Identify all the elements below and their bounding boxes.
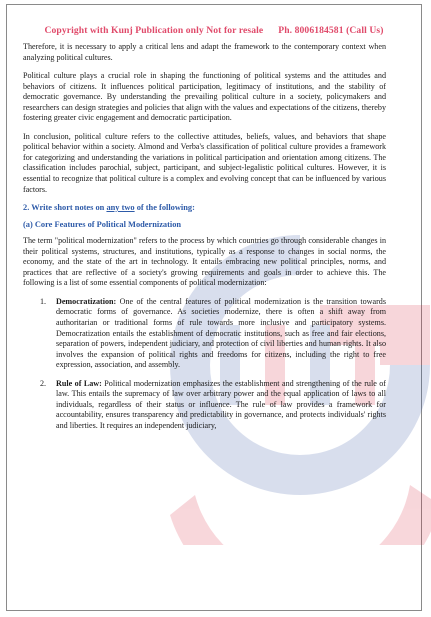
list-term: Democratization: bbox=[56, 296, 117, 306]
list-term: Rule of Law: bbox=[56, 378, 102, 388]
list-text: Political modernization emphasizes the establishment and strengthening of the rule of law. This entails the supremacy of law over arbitrary power and the equal application of laws to all individuals, regardless of their status or influence. The rule of law provides a framework for accountability, ensures transparency and predictability in governance, and protects individuals' rights and liberties. It requires an independent judiciary, bbox=[56, 378, 387, 430]
list-text: One of the central features of political modernization is the transition towards democratic forms of governance. As societies modernize, there is often a shift away from authoritarian or traditional forms of rule towards more inclusive and participatory systems. Democratization entails the establishment of democratic institutions, such as free and fair elections, separation of powers, independent judiciary, and protection of civil liberties and human rights. It also involves the expansion of political rights and freedoms for citizens, including the right to free expression, association, and assembly. bbox=[56, 296, 386, 370]
list-number: 2. bbox=[40, 378, 47, 388]
copyright-header bbox=[7, 24, 421, 37]
paragraph-1: Therefore, it is necessary to apply a critical lens and adapt the framework to the contemporary context when analyzing political cultures. bbox=[23, 42, 386, 62]
page-content bbox=[23, 42, 386, 440]
question-heading: 2. Write short notes on any two of the following: bbox=[23, 203, 195, 213]
list-item bbox=[40, 378, 387, 432]
phone-text: Ph. 8006184581 (Call Us) bbox=[278, 25, 384, 36]
copyright-text: Copyright with Kunj Publication only Not for resale bbox=[44, 25, 264, 36]
paragraph-4: The term "political modernization" refers to the process by which countries go through considerable changes in their political systems, structures, and institutions, typically as a response to changes in social norms, the economy, and the state of the art in technology. It entails embracing new political principles, norms, and practices that are reflective of a society's growing requirements and goals in order to achieve this. The following is a list of some essential components of political modernization: bbox=[23, 236, 386, 288]
question-underlined: any two bbox=[106, 203, 135, 213]
list-number: 1. bbox=[40, 296, 47, 306]
section-subheading: (a) Core Features of Political Modernization bbox=[23, 219, 182, 229]
modernization-list bbox=[23, 297, 386, 432]
paragraph-2: Political culture plays a crucial role in shaping the functioning of political systems and the attitudes and behaviors of citizens. It influences political participation, legitimacy of institutions, and the stability of democratic governance. By understanding the prevailing political culture in a society, policymakers and researchers can design strategies and policies that align with the values and expectations of the citizens, thereby fostering greater civic engagement and democratic participation. bbox=[23, 71, 386, 123]
list-item bbox=[40, 296, 386, 371]
paragraph-3: In conclusion, political culture refers to the collective attitudes, beliefs, values, and behaviors that shape political behavior within a society. Almond and Verba's classification of political culture provides a framework for categorizing and understanding the variations in political participation and orientation among citizens. The classification includes parochial, subject, participant, and subject-legalistic political cultures. However, it is essential to recognize that political culture is a complex and evolving concept that can be influenced by various factors. bbox=[23, 131, 386, 194]
